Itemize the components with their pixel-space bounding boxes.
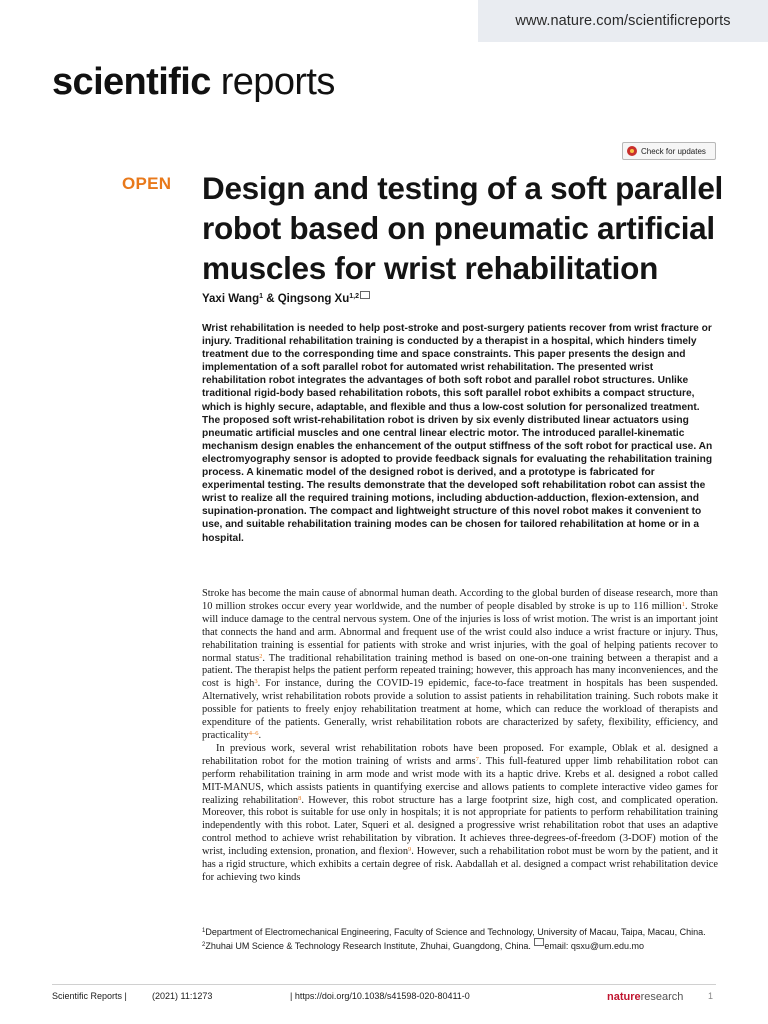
citation-link[interactable]: 8 [298,794,302,802]
author-name[interactable]: Yaxi Wang [202,293,260,305]
journal-url[interactable]: www.nature.com/scientificreports [515,13,731,29]
article-title: Design and testing of a soft parallel robot based on pneumatic artificial muscles for wrist rehabilitation [202,170,723,286]
envelope-icon [534,938,544,946]
citation-link[interactable]: 4–6 [248,729,259,737]
page-number: 1 [708,991,714,1001]
journal-logo [52,63,335,101]
update-badge-icon [627,146,637,156]
journal-name-regular: reports [220,61,335,103]
citation-link[interactable]: 9 [408,846,412,854]
footer-journal: Scientific Reports | [52,991,127,1001]
footer-doi-link[interactable]: | https://doi.org/10.1038/s41598-020-80411-0 [290,991,470,1001]
open-access-label: OPEN [122,174,172,193]
paragraph-1: Stroke has become the main cause of abnormal human death. According to the global burden of disease research, more than 10 million strokes occur every year worldwide, and the number of people disabled by stroke is up to 116 million$^1$. Stroke will induce damage to the central nervous system. One of the injuries is loss of wrist motion. The wrist is an important joint that connects the hand and arm. Abnormal and frequent use of the wrist could also induce a wrist fracture or injury. Thus, rehabilitation training is essential for patients with stroke and wrist injuries, with the goal of helping patients recover to normal status$^2$. The traditional rehabilitation training method is based on one-on-one training between a therapist and a patient. The therapist helps the patient perform repeated training; however, this approach has many inconveniences, and the cost is high$^3$. For instance, during the COVID-19 epidemic, face-to-face treatment in hospitals has been suspended. Alternatively, wrist rehabilitation robots provide a solution to assist patients in rehabilitation training. Such robots make it possible for patients to freely enjoy rehabilitation treatment at home, which can reduce the workload of therapists and expenditure of the patients. Generally, wrist rehabilitation robots are characterized by safety, flexibility, efficiency, and practicality$^{4-6}$. [202,588,719,741]
affiliations: $^1$Department of Electromechanical Engineering, Faculty of Science and Technology, University of Macau, Taipa, Macau, China. $^2$Zhuhai UM Science & Technology Research Institute, Zhuhai, Guangdong, China. email: qsxu@um.edu.mo [202,927,706,952]
envelope-icon[interactable] [360,291,370,299]
footer-divider [52,984,716,985]
check-for-updates-button[interactable] [622,142,716,160]
author-affiliation-sup: 1 [259,293,263,300]
citation-link[interactable]: 7 [475,755,479,763]
citation-link[interactable]: 3 [254,678,258,686]
paragraph-2: In previous work, several wrist rehabilitation robots have been proposed. For example, Oblak et al. designed a rehabilitation robot for the motion training of wrists and arms$^7$. This full-featured upper limb rehabilitation robot can perform rehabilitation training in arm mode and wrist mode with its a haptic drive. Krebs et al. designed a robot called MIT-MANUS, which assists patients in quantifying exercise and allows patients to complete interactive video games for realizing rehabilitation$^8$. However, this robot structure has a large footprint size, high cost, and complicated operation. Moreover, this robot is suitable for use only in hospitals; it is not appropriate for patients to perform rehabilitation training independently with this robot. Later, Squeri et al. designed a progressive wrist rehabilitation robot that uses an adaptive control method to achieve wrist rehabilitation by vibration. It achieves three-degrees-of-freedom (3-DOF) motion of the wrist, including extension, pronation, and flexion$^9$. However, such a rehabilitation robot must be worn by the patient, and it has a rigid structure, which exhibits a certain degree of risk. Aabdallah et al. designed a compact wrist rehabilitation device for achieving two kinds [202,742,719,883]
publisher-logo: natureresearch [607,991,684,1003]
url-banner [478,0,768,42]
author-list [202,291,370,305]
author-name[interactable]: Qingsong Xu [277,293,350,305]
abstract-text: Wrist rehabilitation is needed to help post-stroke and post-surgery patients recover from wrist fracture or injury. Traditional rehabilitation training is conducted by a therapist in a hospital, which hinders timely treatment due to the corresponding time and space constraints. This paper presents the design and implementation of a soft parallel robot for automated wrist rehabilitation. The presented wrist rehabilitation robot integrates the advantages of both soft robot and parallel robot structures. Unlike traditional rigid-body based rehabilitation robots, this soft parallel robot exhibits a compact structure, which is highly secure, adaptable, and flexible and thus a low-cost solution for personalized treatment. The proposed soft wrist-rehabilitation robot is driven by six evenly distributed linear actuators using pneumatic artificial muscles and one central linear electric motor. The introduced parallel-kinematic mechanism design enables the enhancement of the output stiffness of the soft robot for practical use. An electromyography sensor is adopted to provide feedback signals for evaluating the rehabilitation training process. A kinematic model of the designed robot is derived, and a prototype is fabricated for experimental testing. The results demonstrate that the developed soft rehabilitation robot can assist the wrist to realize all the required training motions, including abduction-adduction, flexion-extension, and supination-pronation. The compact and lightweight structure of this novel robot makes it convenient to use, and suitable rehabilitation training modes can be chosen for tailored rehabilitation at home or in a hospital. [202,323,713,544]
corresponding-email[interactable]: email: qsxu@um.edu.mo [544,941,645,952]
abstract [202,322,718,545]
footer-volume: (2021) 11:1273 [152,991,213,1001]
citation-link[interactable]: 1 [681,600,686,608]
main-text [202,588,718,885]
author-affiliation-sup: 1,2 [349,293,359,300]
check-for-updates-label: Check for updates [641,146,706,156]
author-separator: & [263,293,278,305]
journal-name-bold: scientific [52,61,211,103]
citation-link[interactable]: 2 [259,652,263,660]
